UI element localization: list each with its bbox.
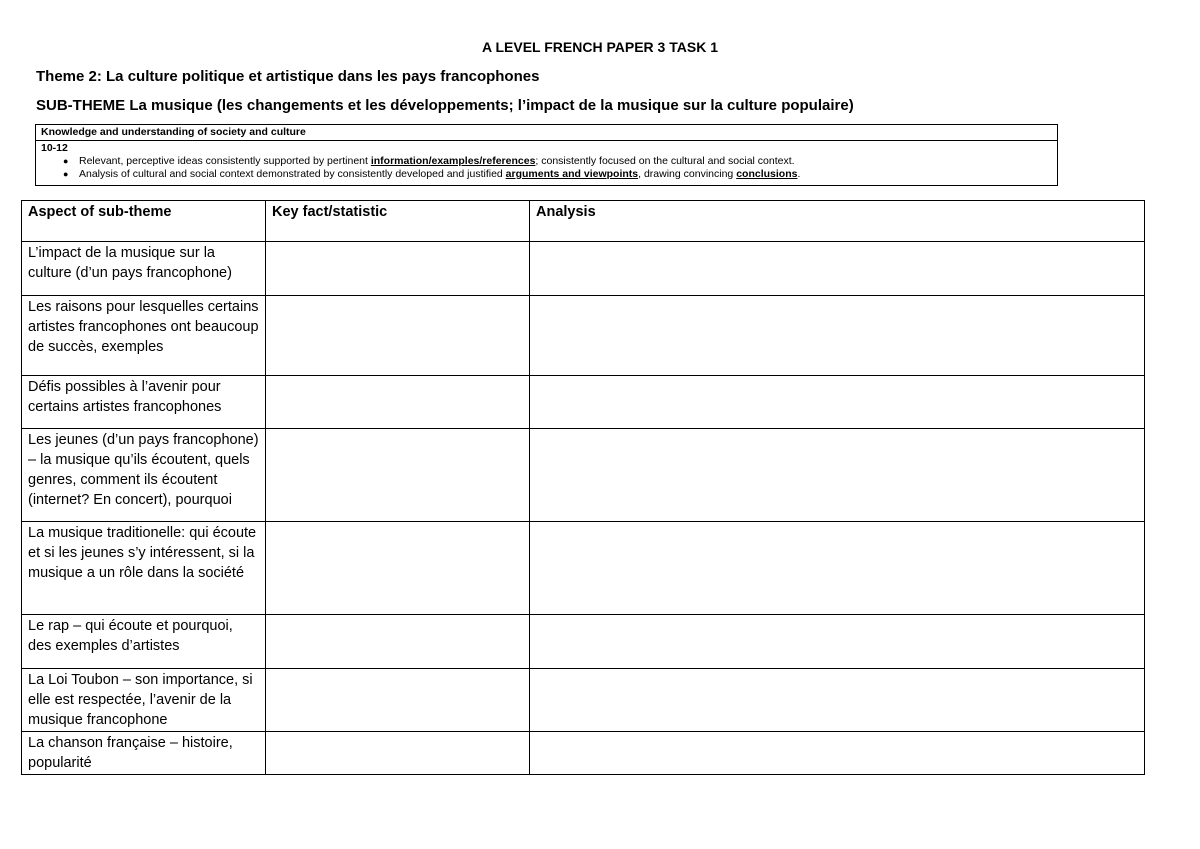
- column-header-key-fact: Key fact/statistic: [266, 201, 530, 242]
- bullet-icon: ●: [63, 156, 69, 166]
- aspect-cell: Le rap – qui écoute et pourquoi, des exemples d’artistes: [22, 615, 266, 669]
- analysis-cell[interactable]: [530, 522, 1145, 615]
- key-fact-cell[interactable]: [266, 732, 530, 775]
- table-header-row: [22, 201, 1145, 242]
- analysis-cell[interactable]: [530, 242, 1145, 296]
- criteria-heading: Knowledge and understanding of society and culture: [36, 125, 1057, 141]
- table-row: [22, 429, 1145, 522]
- key-fact-cell[interactable]: [266, 522, 530, 615]
- key-fact-cell[interactable]: [266, 615, 530, 669]
- table-row: [22, 376, 1145, 429]
- criteria-bullet: [63, 168, 1052, 181]
- criteria-text: ; consistently focused on the cultural and social context.: [535, 155, 795, 167]
- table-row: [22, 242, 1145, 296]
- aspect-cell: La musique traditionelle: qui écoute et si les jeunes s’y intéressent, si la musique a un rôle dans la société: [22, 522, 266, 615]
- criteria-band: 10-12: [41, 142, 68, 154]
- table-row: [22, 522, 1145, 615]
- aspect-cell: La Loi Toubon – son importance, si elle est respectée, l’avenir de la musique francophone: [22, 669, 266, 732]
- criteria-text: .: [797, 168, 801, 180]
- criteria-keyword: conclusions: [736, 168, 798, 180]
- key-fact-cell[interactable]: [266, 296, 530, 376]
- research-table: [21, 200, 1145, 775]
- table-row: [22, 732, 1145, 775]
- document-title: A LEVEL FRENCH PAPER 3 TASK 1: [482, 39, 718, 55]
- analysis-cell[interactable]: [530, 296, 1145, 376]
- table-row: [22, 615, 1145, 669]
- table-row: [22, 296, 1145, 376]
- aspect-cell: La chanson française – histoire, popularité: [22, 732, 266, 775]
- column-header-analysis: Analysis: [530, 201, 1145, 242]
- key-fact-cell[interactable]: [266, 242, 530, 296]
- bullet-icon: ●: [63, 169, 69, 179]
- analysis-cell[interactable]: [530, 429, 1145, 522]
- key-fact-cell[interactable]: [266, 376, 530, 429]
- key-fact-cell[interactable]: [266, 669, 530, 732]
- key-fact-cell[interactable]: [266, 429, 530, 522]
- aspect-cell: Défis possibles à l’avenir pour certains artistes francophones: [22, 376, 266, 429]
- aspect-cell: L’impact de la musique sur la culture (d’un pays francophone): [22, 242, 266, 296]
- subtheme-heading: SUB-THEME La musique (les changements et les développements; l’impact de la musique sur la culture populaire): [36, 97, 854, 114]
- analysis-cell[interactable]: [530, 669, 1145, 732]
- table-row: [22, 669, 1145, 732]
- criteria-list: [41, 155, 1052, 181]
- analysis-cell[interactable]: [530, 615, 1145, 669]
- aspect-cell: Les jeunes (d’un pays francophone) – la musique qu’ils écoutent, quels genres, comment ils écoutent (internet? En concert), pourquoi: [22, 429, 266, 522]
- criteria-text: Relevant, perceptive ideas consistently supported by pertinent: [79, 155, 371, 167]
- criteria-keyword: arguments and viewpoints: [505, 168, 639, 180]
- analysis-cell[interactable]: [530, 732, 1145, 775]
- assessment-criteria-box: [35, 124, 1058, 186]
- criteria-body: [36, 141, 1057, 181]
- analysis-cell[interactable]: [530, 376, 1145, 429]
- criteria-bullet: [63, 155, 1052, 168]
- theme-heading: Theme 2: La culture politique et artistique dans les pays francophones: [36, 68, 540, 85]
- aspect-cell: Les raisons pour lesquelles certains artistes francophones ont beaucoup de succès, exemples: [22, 296, 266, 376]
- criteria-text: , drawing convincing: [638, 168, 737, 180]
- criteria-keyword: information/examples/references: [370, 155, 536, 167]
- criteria-text: Analysis of cultural and social context demonstrated by consistently developed and justified: [79, 168, 506, 180]
- column-header-aspect: Aspect of sub-theme: [22, 201, 266, 242]
